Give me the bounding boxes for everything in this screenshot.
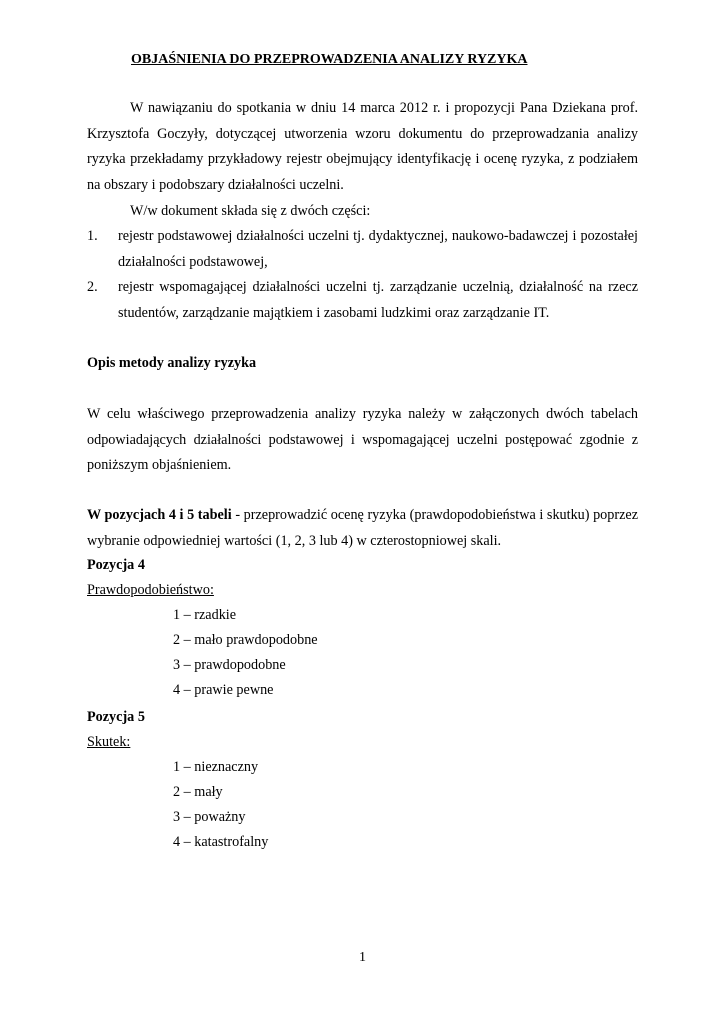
position4-heading: Pozycja 4 bbox=[87, 557, 145, 573]
impact-option: 1 – nieznaczny bbox=[173, 759, 259, 775]
list-item bbox=[87, 275, 638, 326]
positions-bold-lead: W pozycjach 4 i 5 tabeli bbox=[87, 507, 232, 523]
impact-option: 3 – poważny bbox=[173, 809, 246, 825]
page-number: 1 bbox=[359, 950, 366, 965]
probability-option: 3 – prawdopodobne bbox=[173, 657, 286, 673]
impact-label: Skutek: bbox=[87, 734, 131, 750]
method-heading: Opis metody analizy ryzyka bbox=[87, 355, 257, 371]
method-paragraph: W celu właściwego przeprowadzenia analizy ryzyka należy w załączonych dwóch tabelach odpowiadających działalności podstawowej i wspomagającej uczelni postępować zgodnie z poniższym objaśnieniem. bbox=[87, 406, 638, 473]
impact-option: 4 – katastrofalny bbox=[173, 834, 269, 850]
list-item-number: 2. bbox=[87, 279, 98, 295]
document-title: OBJAŚNIENIA DO PRZEPROWADZENIA ANALIZY RYZYKA bbox=[131, 52, 528, 67]
positions-paragraph bbox=[87, 503, 638, 554]
list-item-text: rejestr podstawowej działalności uczelni tj. dydaktycznej, naukowo-badawczej i pozostałej działalności podstawowej, bbox=[118, 228, 638, 270]
list-item-text: rejestr wspomagającej działalności uczelni tj. zarządzanie uczelnią, działalność na rzecz studentów, zarządzanie majątkiem i zasobami ludzkimi oraz zarządzanie IT. bbox=[118, 279, 638, 321]
list-item bbox=[87, 224, 638, 275]
probability-option: 1 – rzadkie bbox=[173, 607, 237, 623]
probability-option: 4 – prawie pewne bbox=[173, 682, 274, 698]
composition-sentence: W/w dokument składa się z dwóch części: bbox=[130, 203, 371, 219]
impact-option: 2 – mały bbox=[173, 784, 223, 800]
positions-text: - przeprowadzić ocenę ryzyka (prawdopodobieństwa i skutku) poprzez wybranie odpowiedniej wartości (1, 2, 3 lub 4) w czterostopniowej skali. bbox=[87, 507, 638, 549]
intro-paragraph: W nawiązaniu do spotkania w dniu 14 marca 2012 r. i propozycji Pana Dziekana prof. Krzysztofa Goczyły, dotyczącej utworzenia wzoru dokumentu do przeprowadzania analizy ryzyka przekładamy przykładowy rejestr obejmujący identyfikację i ocenę ryzyka, z podziałem na obszary i podobszary działalności uczelni. bbox=[87, 100, 638, 193]
probability-label: Prawdopodobieństwo: bbox=[87, 582, 214, 598]
list-item-number: 1. bbox=[87, 228, 98, 244]
position5-heading: Pozycja 5 bbox=[87, 709, 145, 725]
probability-option: 2 – mało prawdopodobne bbox=[173, 632, 318, 648]
